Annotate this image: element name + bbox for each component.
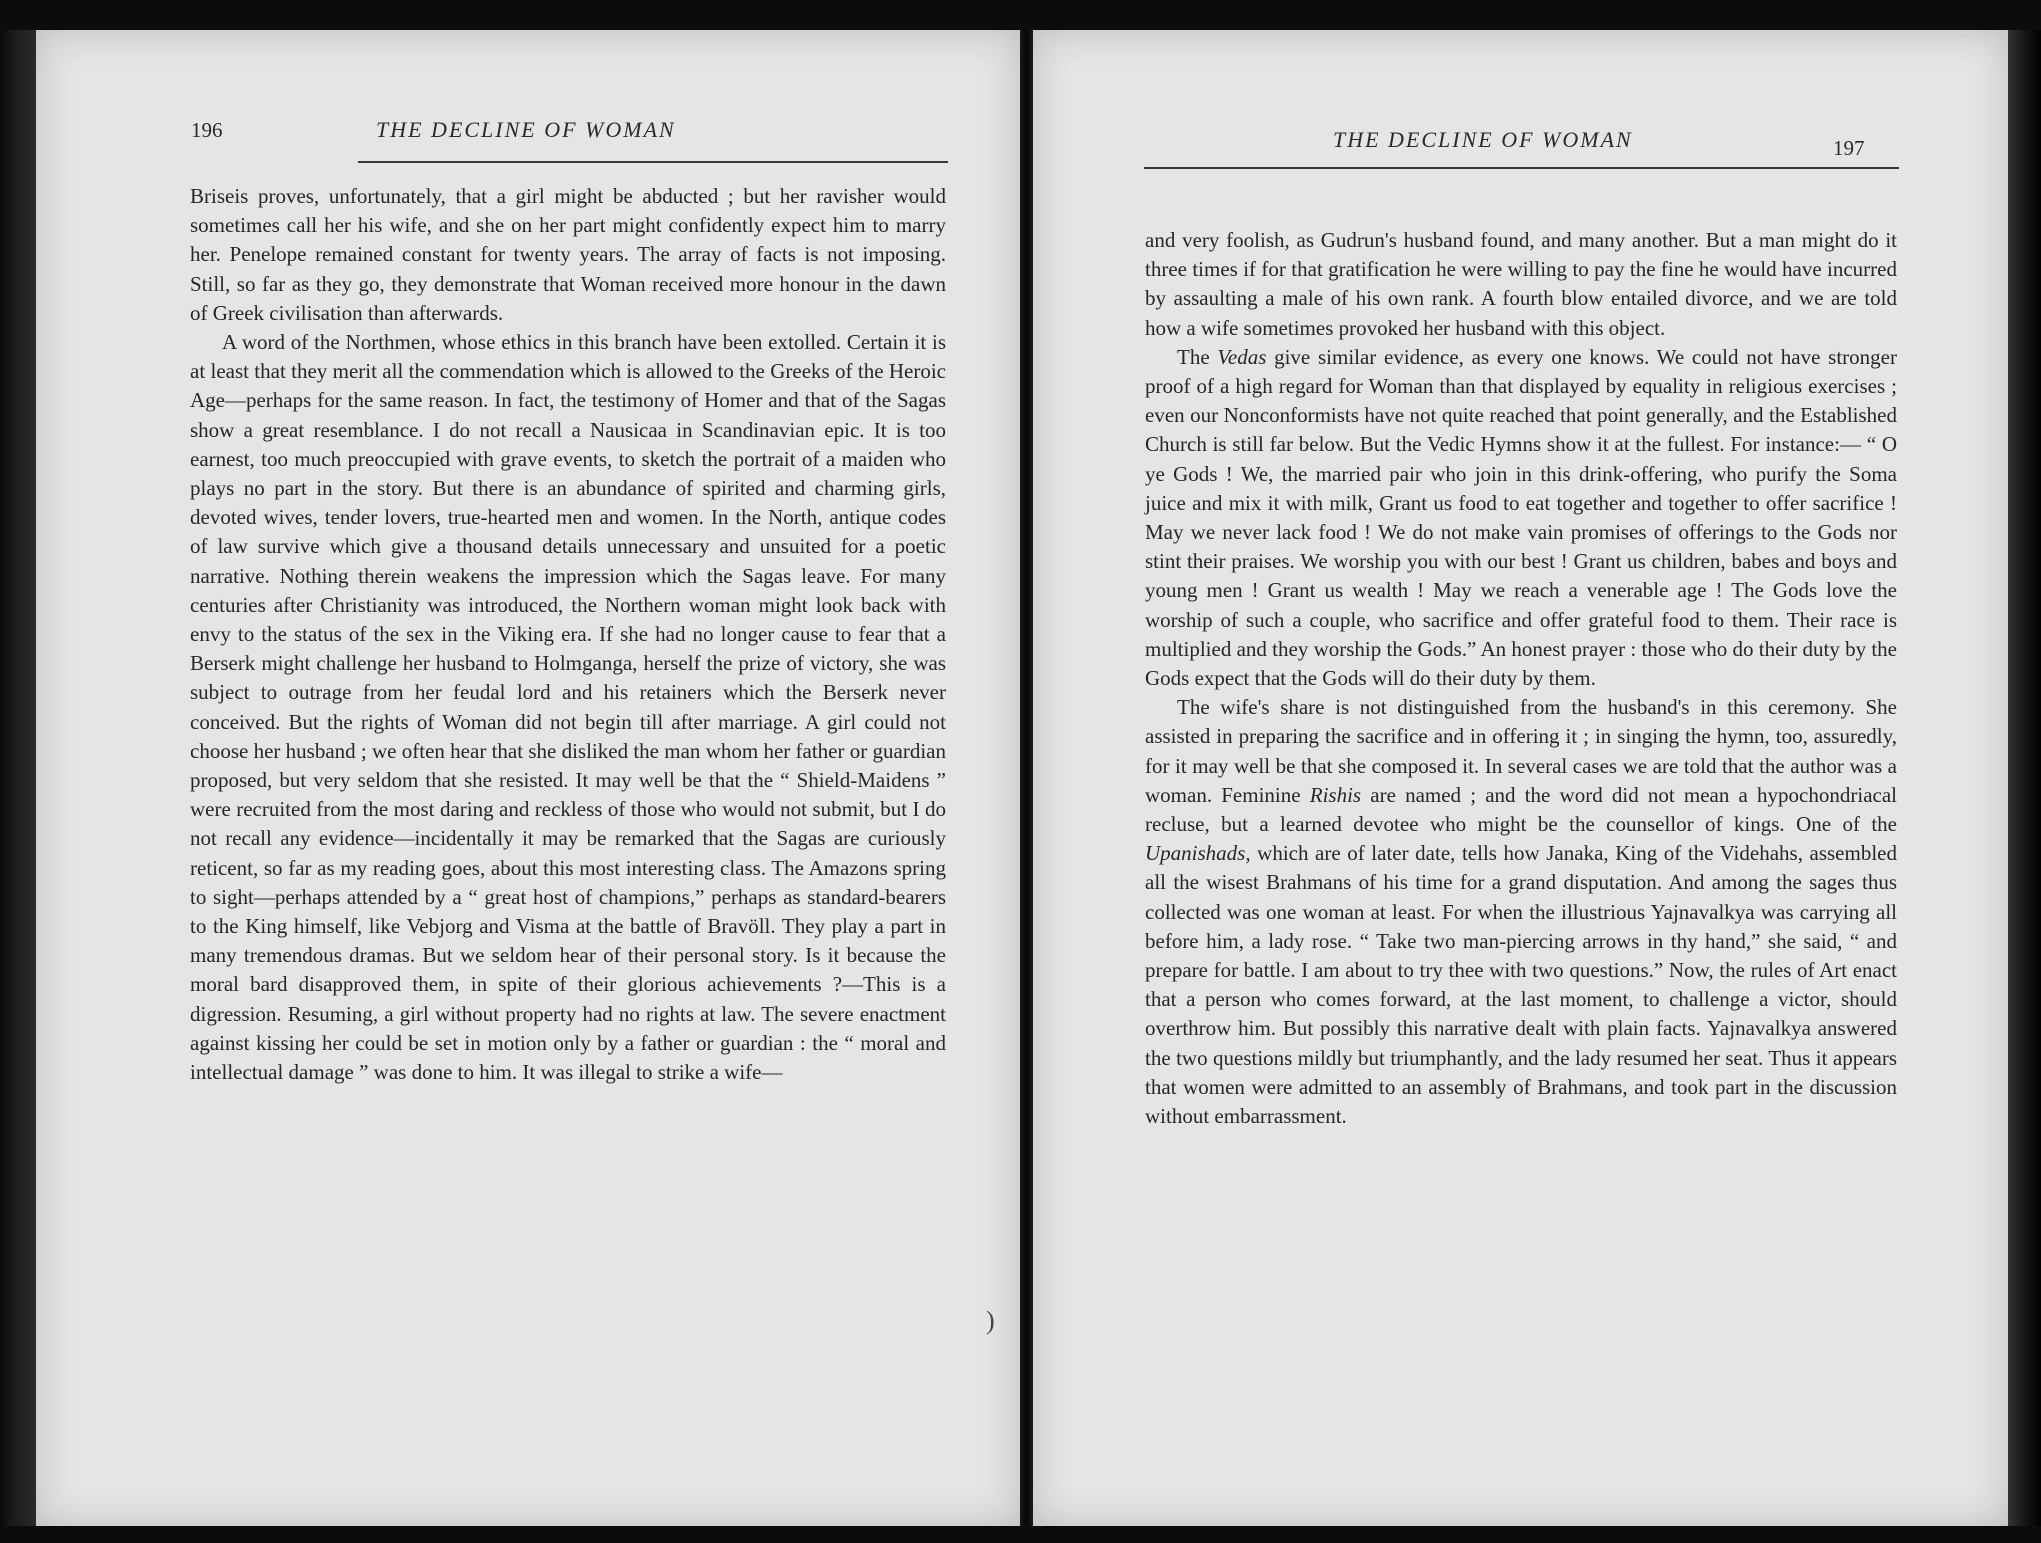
scan-edge-left bbox=[0, 30, 36, 1526]
header-rule bbox=[358, 161, 948, 163]
italic-term: Rishis bbox=[1309, 782, 1362, 807]
running-head: THE DECLINE OF WOMAN bbox=[1333, 127, 1633, 152]
body-text bbox=[1145, 226, 1897, 1131]
page-number: 196 bbox=[191, 118, 223, 142]
scan-edge-right bbox=[2008, 30, 2041, 1526]
paragraph: A word of the Northmen, whose ethics in this branch have been extolled. Certain it is at least that they merit all the commendation which is allowed to the Greeks of the Heroic Age—perhaps for the same reason. In fact, the testimony of Homer and that of the Sagas show a great resemblance. I do not recall a Nausicaa in Scandinavian epic. It is too earnest, too much preoccupied with grave events, to sketch the portrait of a maiden who plays no part in the story. But there is an abundance of spirited and charming girls, devoted wives, tender lovers, true-hearted men and women. In the North, antique codes of law survive which give a thousand details unnecessary and unsuited for a poetic narrative. Nothing therein weakens the impression which the Sagas leave. For many centuries after Christianity was introduced, the Northern woman might look back with envy to the status of the sex in the Viking era. If she had no longer cause to fear that a Berserk might challenge her husband to Holmganga, herself the prize of victory, she was subject to outrage from her feudal lord and his retainers which the Berserk never conceived. But the rights of Woman did not begin till after marriage. A girl could not choose her husband ; we often hear that she disliked the man whom her father or guardian proposed, but very seldom that she resisted. It may well be that the “ Shield-Maidens ” were recruited from the most daring and reckless of those who would not submit, but I do not recall any evidence—incidentally it may be remarked that the Sagas are curiously reticent, so far as my reading goes, about this most interesting class. The Amazons spring to sight—perhaps attended by a “ great host of champions,” perhaps as standard-bearers to the King himself, like Vebjorg and Visma at the battle of Bravöll. They play a part in many tremendous dramas. But we seldom hear of their personal story. Is it because the moral bard disapproved them, in spite of their glorious achievements ?—This is a digression. Resuming, a girl without property had no rights at law. The severe enactment against kissing her could be set in motion only by a father or guardian : the “ moral and intellectual damage ” was done to him. It was illegal to strike a wife— bbox=[190, 330, 946, 1085]
paragraph: Briseis proves, unfortunately, that a girl might be abducted ; but her ravisher would sometimes call her his wife, and she on her part might confidently expect him to marry her. Penelope remained constant for twenty years. The array of facts is not imposing. Still, so far as they go, they demonstrate that Woman received more honour in the dawn of Greek civilisation than afterwards. bbox=[190, 184, 946, 325]
paragraph: and very foolish, as Gudrun's husband found, and many another. But a man might do it three times if for that gratification he were willing to pay the fine he would have incurred by assaulting a male of his own rank. A fourth blow entailed divorce, and we are told how a wife sometimes provoked her husband with this object. bbox=[1145, 228, 1897, 340]
header-rule bbox=[1144, 167, 1899, 169]
paragraph: The Vedas give similar evidence, as every one knows. We could not have stronger proof of a high regard for Woman than that displayed by equality in religious exercises ; even our Nonconformists have not quite reached that point generally, and the Established Church is still far below. But the Vedic Hymns show it at the fullest. For instance:— “ O ye Gods ! We, the married pair who join in this drink-offering, who purify the Soma juice and mix it with milk, Grant us food to eat together and together to offer sacrifice ! May we never lack food ! We do not make vain promises of offerings to the Gods nor stint their praises. We worship you with our best ! Grant us children, babes and boys and young men ! Grant us wealth ! May we reach a venerable age ! The Gods love the worship of such a couple, who sacrifice and offer grateful food to them. Their race is multiplied and they worship the Gods.” An honest prayer : those who do their duty by the Gods expect that the Gods will do their duty by them. bbox=[1145, 344, 1897, 691]
italic-term: Upanishads, bbox=[1145, 841, 1251, 866]
margin-mark: ) bbox=[986, 1306, 995, 1335]
body-text bbox=[190, 182, 946, 1087]
paragraph: The wife's share is not distinguished from the husband's in this ceremony. She assisted in preparing the sacrifice and in offering it ; in singing the hymn, too, assuredly, for it may well be that she composed it. In several cases we are told that the author was a woman. Feminine Rishis are named ; and the word did not mean a hypochondriacal recluse, but a learned devotee who might be the counsellor of kings. One of the Upanishads, which are of later date, tells how Janaka, King of the Videhahs, assembled all the wisest Brahmans of his time for a grand disputation. And among the sages thus collected was one woman at least. For when the illustrious Yajnavalkya was carrying all before him, a lady rose. “ Take two man-piercing arrows in thy hand,” she said, “ and prepare for battle. I am about to try thee with two questions.” Now, the rules of Art enact that a person who comes forward, at the last moment, to challenge a victor, should overthrow him. But possibly this narrative dealt with plain facts. Yajnavalkya answered the two questions mildly but triumphantly, and the lady resumed her seat. Thus it appears that women were admitted to an assembly of Brahmans, and took part in the discussion without embarrassment. bbox=[1145, 695, 1897, 1129]
book-spine bbox=[1020, 30, 1033, 1526]
page-number: 197 bbox=[1833, 136, 1865, 160]
running-head: THE DECLINE OF WOMAN bbox=[376, 117, 676, 142]
italic-term: Vedas bbox=[1217, 344, 1267, 369]
left-page bbox=[36, 30, 1021, 1526]
right-page bbox=[1033, 30, 2008, 1526]
